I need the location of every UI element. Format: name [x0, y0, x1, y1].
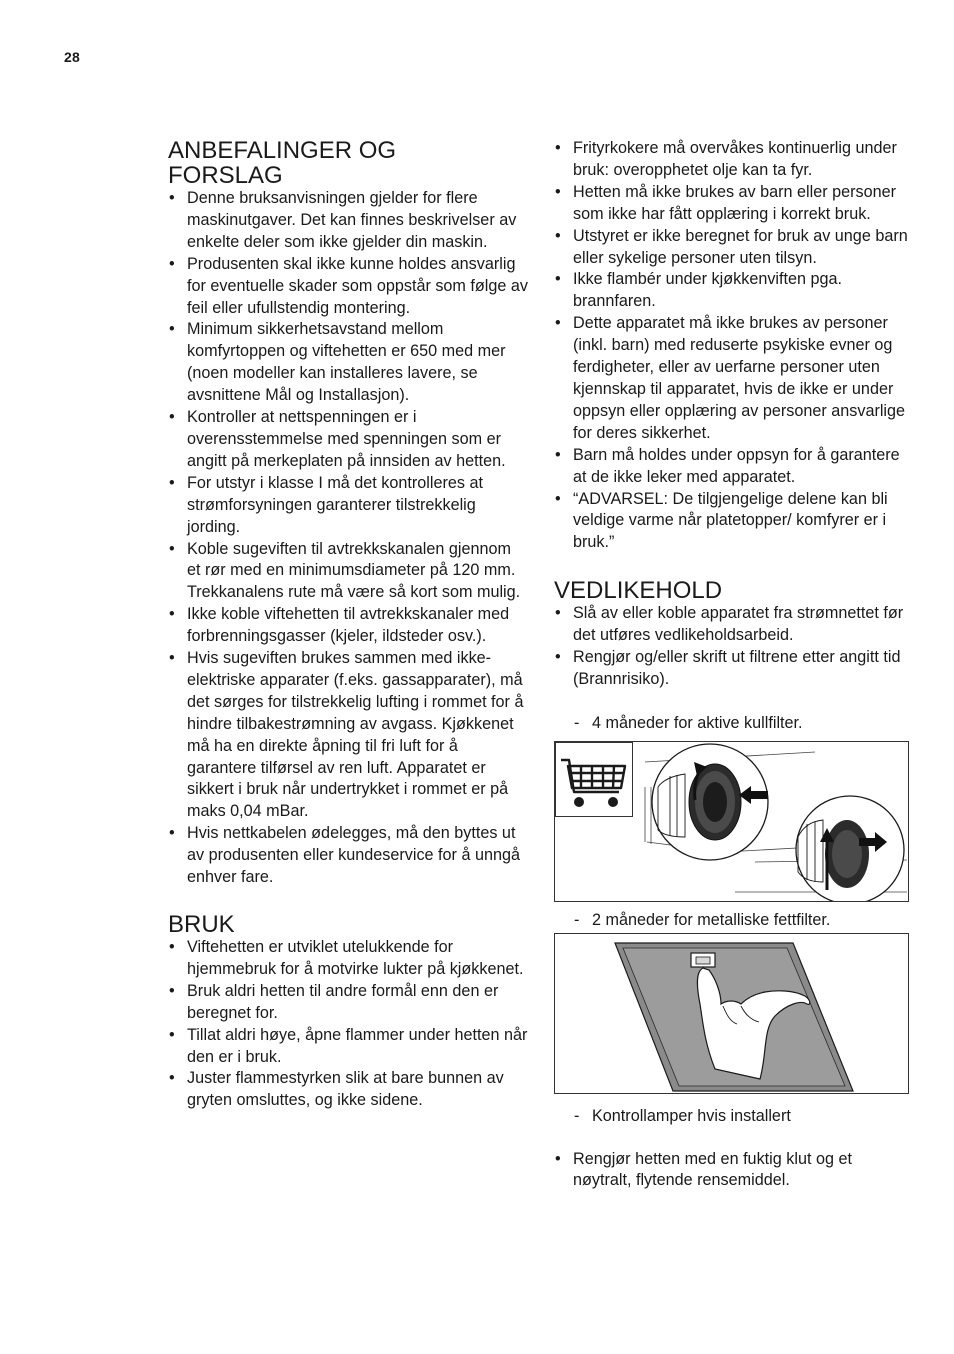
list-item: • Koble sugeviften til avtrekkskanalen gjennom et rør med en minimumsdiameter på 120 mm. Trekkanalens rute må være så kort som mulig. — [169, 539, 521, 602]
usage-list — [168, 937, 528, 1112]
section-title-usage: BRUK — [168, 911, 235, 938]
carbon-filter-drawing — [555, 742, 908, 901]
left-column — [168, 138, 528, 1112]
list-item: • Barn må holdes under oppsyn for å garantere at de ikke leker med apparatet. — [555, 445, 900, 486]
list-item: • Tillat aldri høye, åpne flammer under hetten når den er i bruk. — [169, 1025, 528, 1066]
list-item: • Utstyret er ikke beregnet for bruk av unge barn eller sykelige personer uten tilsyn. — [555, 226, 908, 267]
section-title-maintenance: VEDLIKEHOLD — [554, 577, 723, 605]
maintenance-list — [554, 603, 914, 691]
list-item: • Dette apparatet må ikke brukes av personer (inkl. barn) med reduserte psykiske evner og ferdigheter, eller av uerfarne personer uten kjennskap til apparatet, hvis de ikke er under oppsyn eller opplæring av personer ansvarlige for deres sikkerhet. — [555, 314, 906, 442]
list-item: • Slå av eller koble apparatet fra strømnettet før det utføres vedlikeholdsarbeid. — [555, 604, 904, 645]
list-item: • Kontroller at nettspenningen er i overensstemmelse med spenningen som er angitt på merkeplaten på innsiden av hetten. — [169, 408, 506, 470]
list-item: • Produsenten skal ikke kunne holdes ansvarlig for eventuelle skader som oppstår som følge av feil eller ufullstendig montering. — [169, 254, 528, 317]
section-title-recommendations: ANBEFALINGER OG FORSLAG — [168, 137, 397, 189]
carbon-filter-illustration — [554, 741, 909, 902]
usage-list-continued — [554, 138, 914, 554]
grease-filter-drawing — [555, 934, 908, 1093]
control-lamps-item: - Kontrollamper hvis installert — [574, 1106, 791, 1125]
list-item: • Denne bruksanvisningen gjelder for flere maskinutgaver. Det kan finnes beskrivelser av enkelte deler som ikke gjelder din maskin. — [169, 189, 517, 251]
list-item: • Rengjør hetten med en fuktig klut og et nøytralt, flytende rensemiddel. — [555, 1149, 852, 1190]
list-item: • Hvis sugeviften brukes sammen med ikke-elektriske apparater (f.eks. gassapparater), må det sørges for tilstrekkelig lufting i rommet for å hindre tilbakestrømning av avgass. Kjøkkenet må ha en direkte åpning til fri luft for å garantere tilførsel av ren luft. Apparatet er sikkert i bruk når undertrykket i rommet er på maks 0,04 mBar. — [169, 649, 524, 821]
list-item: • Rengjør og/eller skrift ut filtrene etter angitt tid (Brannrisiko). — [555, 648, 901, 688]
list-item: • Hetten må ikke brukes av barn eller personer som ikke har fått opplæring i korrekt bruk. — [555, 182, 897, 223]
list-item: • Ikke flambér under kjøkkenviften pga. brannfaren. — [555, 270, 843, 311]
list-item: • Hvis nettkabelen ødelegges, må den byttes ut av produsenten eller kundeservice for å unngå enhver fare. — [169, 824, 520, 887]
list-item: • Bruk aldri hetten til andre formål enn den er beregnet for. — [169, 981, 499, 1022]
recommendations-list — [168, 188, 528, 889]
page-number: 28 — [64, 49, 80, 65]
grease-filter-interval: - 2 måneder for metalliske fettfilter. — [574, 910, 831, 929]
list-item: • Frityrkokere må overvåkes kontinuerlig under bruk: overopphetet olje kan ta fyr. — [555, 139, 897, 179]
list-item: • “ADVARSEL: De tilgjengelige delene kan bli veldige varme når platetopper/ komfyrer er i bruk.” — [555, 489, 888, 552]
list-item: • Minimum sikkerhetsavstand mellom komfyrtoppen og viftehetten er 650 med mer (noen modeller kan installeres lavere, se avsnittene Mål og Installasjon). — [169, 320, 506, 405]
right-column — [554, 138, 914, 1192]
list-item: • Ikke koble viftehetten til avtrekkskanaler med forbrenningsgasser (kjeler, ildsteder osv.). — [169, 605, 510, 646]
cleaning-list — [554, 1149, 914, 1193]
carbon-filter-interval: - 4 måneder for aktive kullfilter. — [574, 713, 803, 732]
list-item: • Juster flammestyrken slik at bare bunnen av gryten omsluttes, og ikke sidene. — [169, 1069, 504, 1110]
list-item: • For utstyr i klasse I må det kontrolleres at strømforsyningen garanterer tilstrekkelig jording. — [169, 473, 483, 536]
grease-filter-illustration — [554, 933, 909, 1094]
list-item: • Viftehetten er utviklet utelukkende for hjemmebruk for å motvirke lukter på kjøkkenet. — [169, 938, 524, 978]
